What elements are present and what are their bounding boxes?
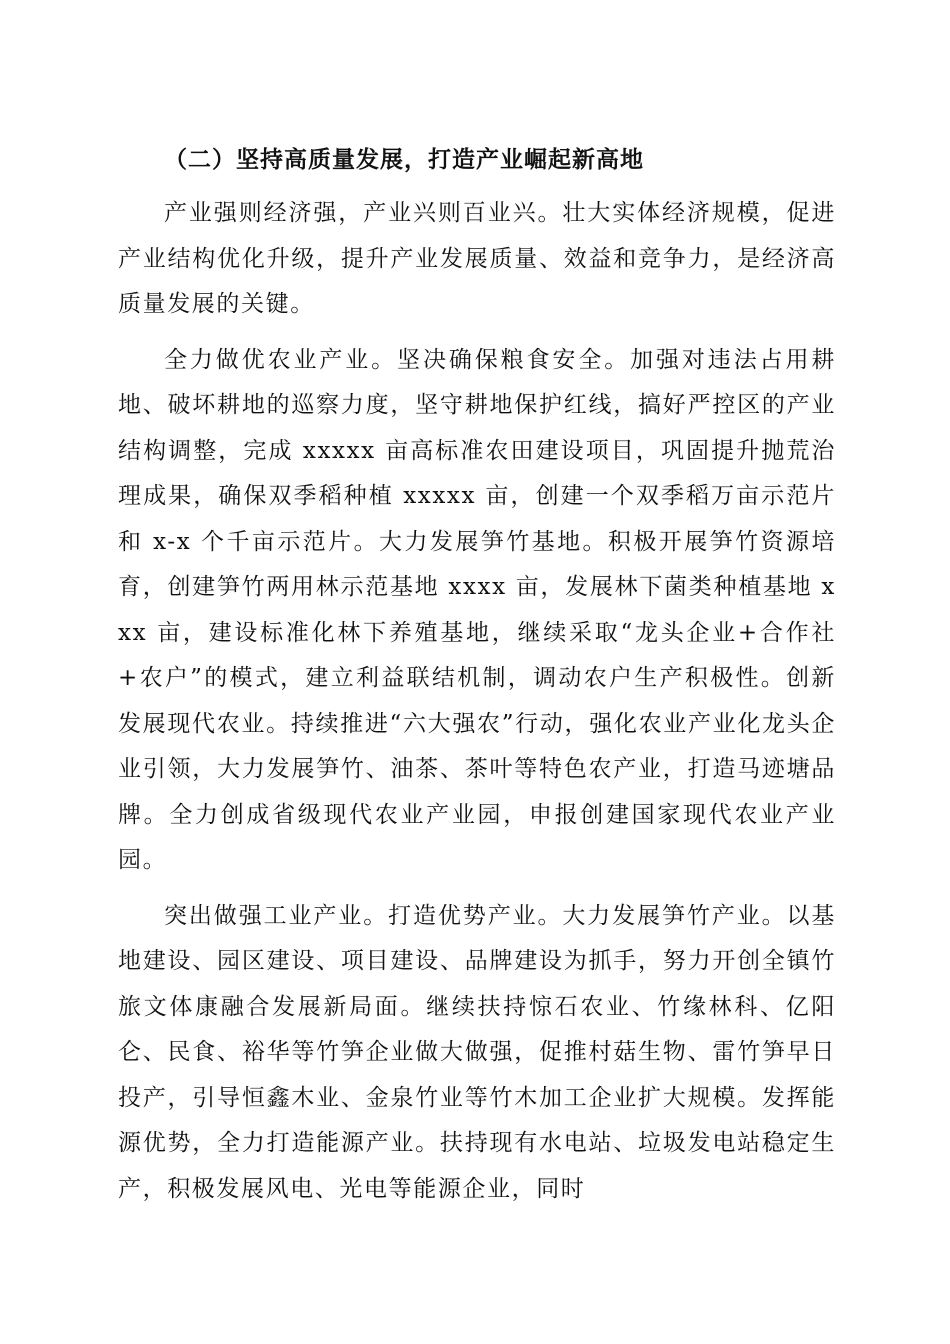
document-body: [118, 137, 836, 1222]
paragraph-industry: 突出做强工业产业。打造优势产业。大力发展笋竹产业。以基地建设、园区建设、项目建设、品牌建设为抓手，努力开创全镇竹旅文体康融合发展新局面。继续扶持惊石农业、竹缘林科、亿阳仑、民食、裕华等竹笋企业做大做强，促推村菇生物、雷竹笋早日投产，引导恒鑫木业、金泉竹业等竹木加工企业扩大规模。发挥能源优势，全力打造能源产业。扶持现有水电站、垃圾发电站稳定生产，积极发展风电、光电等能源企业，同时: [118, 902, 836, 1202]
paragraph-agriculture: 全力做优农业产业。坚决确保粮食安全。加强对违法占用耕地、破坏耕地的巡察力度，坚守耕地保护红线，搞好严控区的产业结构调整，完成 xxxxx 亩高标准农田建设项目，巩固提升抛荒治理成果，确保双季稻种植 xxxxx 亩，创建一个双季稻万亩示范片和 x-x 个千亩示范片。大力发展笋竹基地。积极开展笋竹资源培育，创建笋竹两用林示范基地 xxxx 亩，发展林下菌类种植基地 xxx 亩，建设标准化林下养殖基地，继续采取“龙头企业+合作社+农户”的模式，建立利益联结机制，调动农户生产积极性。创新发展现代农业。持续推进“六大强农”行动，强化农业产业化龙头企业引领，大力发展笋竹、油茶、茶叶等特色农产业，打造马迹塘品牌。全力创成省级现代农业产业园，申报创建国家现代农业产业园。: [118, 346, 836, 873]
paragraph-industry-intro: 产业强则经济强，产业兴则百业兴。壮大实体经济规模，促进产业结构优化升级，提升产业发展质量、效益和竞争力，是经济高质量发展的关键。: [118, 200, 836, 317]
section-heading: （二）坚持高质量发展，打造产业崛起新高地: [164, 146, 644, 173]
